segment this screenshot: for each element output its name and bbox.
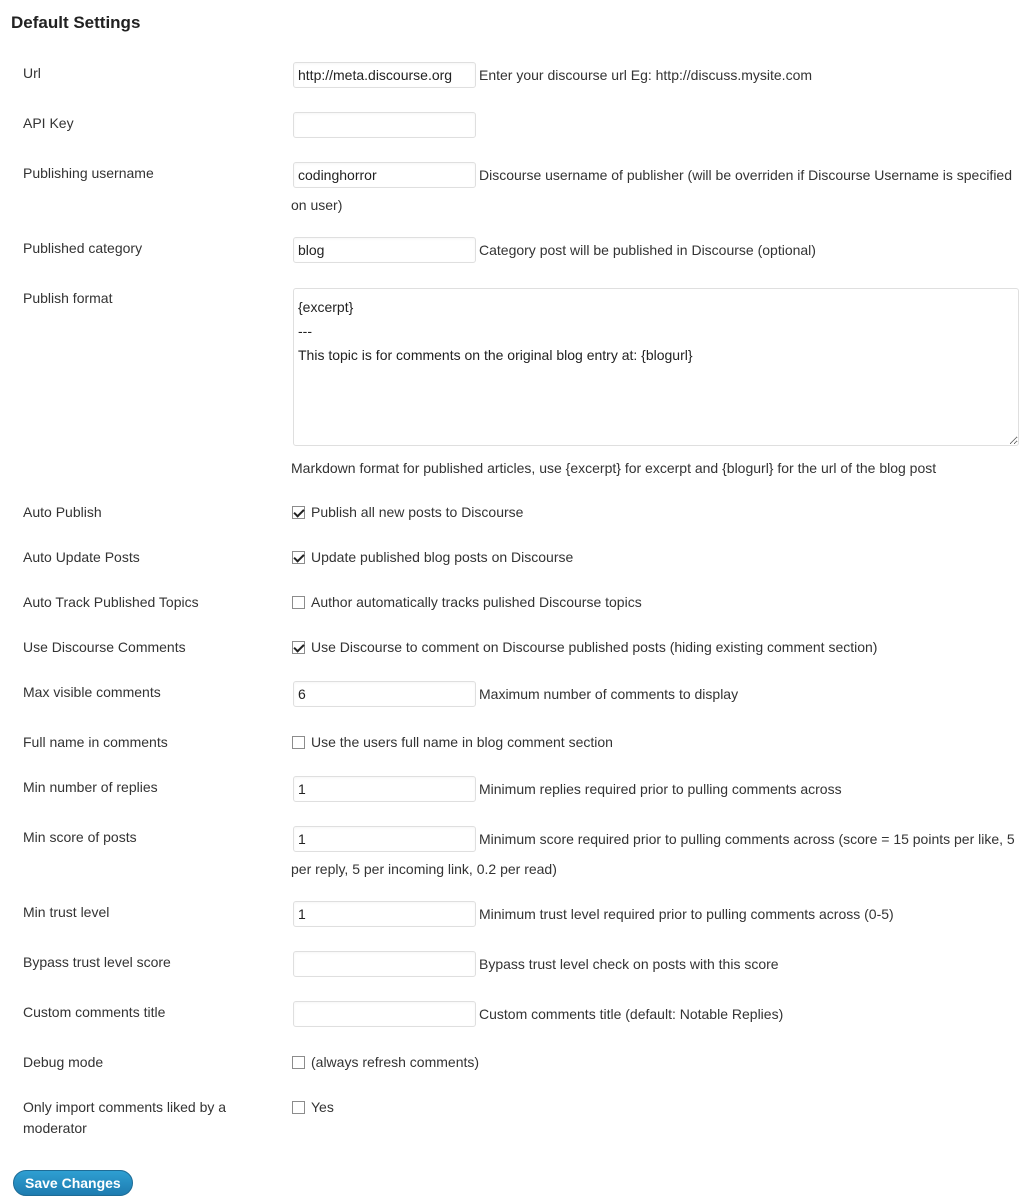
custom-title-input[interactable] — [293, 1001, 476, 1027]
auto-update-row — [292, 547, 573, 568]
save-changes-button[interactable]: Save Changes — [13, 1170, 133, 1196]
only-moderator-label: Only import comments liked by a moderator — [23, 1099, 227, 1136]
debug-mode-checkbox[interactable] — [292, 1056, 305, 1069]
url-description: Enter your discourse url Eg: http://discuss.mysite.com — [479, 67, 813, 83]
publish-format-textarea[interactable] — [293, 288, 1019, 446]
full-name-label: Full name in comments — [23, 734, 168, 750]
api-key-label: API Key — [23, 115, 74, 131]
use-discourse-comments-checkbox[interactable] — [292, 641, 305, 654]
publish-format-label: Publish format — [23, 290, 113, 306]
only-moderator-row — [292, 1097, 334, 1118]
bypass-trust-label: Bypass trust level score — [23, 954, 171, 970]
debug-mode-label: Debug mode — [23, 1054, 104, 1070]
auto-publish-checkbox[interactable] — [292, 506, 305, 519]
custom-title-description: Custom comments title (default: Notable Replies) — [479, 1006, 784, 1022]
api-key-row — [291, 110, 1016, 140]
use-discourse-comments-label: Use Discourse Comments — [23, 639, 186, 655]
auto-update-label: Auto Update Posts — [23, 549, 140, 565]
debug-mode-description: (always refresh comments) — [311, 1054, 480, 1070]
bypass-trust-description: Bypass trust level check on posts with this score — [479, 956, 779, 972]
url-input[interactable] — [293, 62, 476, 88]
full-name-row — [292, 732, 613, 753]
debug-mode-row — [292, 1052, 479, 1073]
min-trust-description: Minimum trust level required prior to pulling comments across (0-5) — [479, 906, 894, 922]
min-replies-label: Min number of replies — [23, 779, 158, 795]
api-key-input[interactable] — [293, 112, 476, 138]
auto-update-checkbox[interactable] — [292, 551, 305, 564]
min-score-description: Minimum score required prior to pulling comments across (score = 15 points per like, 5 per reply, 5 per incoming link, 0.2 per read) — [291, 831, 1015, 877]
max-visible-comments-row — [291, 679, 1016, 709]
custom-title-row — [291, 999, 1016, 1029]
page-title: Default Settings — [11, 13, 141, 32]
min-score-row — [291, 824, 1016, 884]
auto-track-row — [292, 592, 642, 613]
max-visible-comments-label: Max visible comments — [23, 684, 161, 700]
full-name-description: Use the users full name in blog comment section — [311, 734, 613, 750]
min-replies-row — [291, 774, 1016, 804]
publishing-username-input[interactable] — [293, 162, 476, 188]
url-row — [291, 60, 1016, 90]
published-category-description: Category post will be published in Discourse (optional) — [479, 242, 816, 258]
auto-publish-label: Auto Publish — [23, 504, 102, 520]
url-label: Url — [23, 65, 41, 81]
min-score-label: Min score of posts — [23, 829, 137, 845]
auto-track-checkbox[interactable] — [292, 596, 305, 609]
published-category-label: Published category — [23, 240, 143, 256]
max-visible-comments-input[interactable] — [293, 681, 476, 707]
auto-publish-description: Publish all new posts to Discourse — [311, 504, 524, 520]
min-replies-input[interactable] — [293, 776, 476, 802]
only-moderator-checkbox[interactable] — [292, 1101, 305, 1114]
published-category-input[interactable] — [293, 237, 476, 263]
use-discourse-comments-row — [292, 637, 877, 658]
max-visible-comments-description: Maximum number of comments to display — [479, 686, 739, 702]
only-moderator-description: Yes — [311, 1099, 334, 1115]
min-trust-input[interactable] — [293, 901, 476, 927]
publishing-username-label: Publishing username — [23, 165, 154, 181]
publishing-username-description: Discourse username of publisher (will be overriden if Discourse Username is specified on user) — [291, 167, 1012, 213]
publishing-username-row — [291, 160, 1016, 220]
auto-update-description: Update published blog posts on Discourse — [311, 549, 574, 565]
min-score-input[interactable] — [293, 826, 476, 852]
published-category-row — [291, 235, 1016, 265]
bypass-trust-input[interactable] — [293, 951, 476, 977]
auto-publish-row — [292, 502, 523, 523]
min-replies-description: Minimum replies required prior to pulling comments across — [479, 781, 842, 797]
custom-title-label: Custom comments title — [23, 1004, 166, 1020]
use-discourse-comments-description: Use Discourse to comment on Discourse published posts (hiding existing comment section) — [311, 639, 878, 655]
bypass-trust-row — [291, 949, 1016, 979]
auto-track-label: Auto Track Published Topics — [23, 594, 199, 610]
full-name-checkbox[interactable] — [292, 736, 305, 749]
min-trust-label: Min trust level — [23, 904, 110, 920]
publish-format-description: Markdown format for published articles, use {excerpt} for excerpt and {blogurl} for the url of the blog post — [291, 460, 937, 476]
min-trust-row — [291, 899, 1016, 929]
auto-track-description: Author automatically tracks pulished Discourse topics — [311, 594, 642, 610]
